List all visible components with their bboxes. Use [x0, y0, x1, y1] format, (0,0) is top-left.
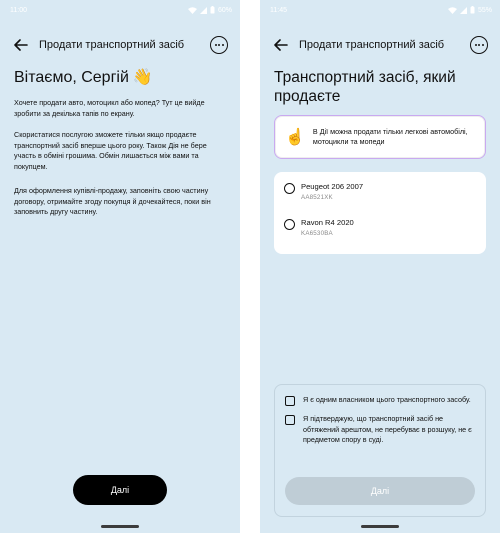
signal-icon — [460, 7, 467, 14]
owner-consent-text: Я є одним власником цього транспортного засобу. — [303, 395, 471, 404]
status-bar — [10, 4, 232, 16]
battery-icon — [470, 6, 475, 14]
home-indicator[interactable] — [101, 525, 139, 528]
back-arrow-icon[interactable] — [12, 36, 30, 54]
welcome-screen — [0, 0, 240, 533]
top-bar — [272, 34, 488, 56]
next-button[interactable]: Далі — [73, 475, 167, 505]
waving-hand-emoji: 👋 — [132, 69, 153, 86]
notice-card — [274, 115, 486, 159]
signal-icon — [200, 7, 207, 14]
no-encumbrance-text: Я підтверджую, що транспортний засіб не обтяжений арештом, не перебуває в розшуку, не є предметом спору в суді. — [303, 414, 472, 444]
radio-button[interactable] — [284, 183, 295, 194]
instructions-paragraph: Для оформлення купівлі-продажу, заповніть свою частину договору, отримайте згоду покупця й дочекайтеся, поки він заповнить другу частину. — [14, 186, 211, 216]
battery-percent: 60% — [217, 6, 232, 14]
vehicle-option[interactable] — [284, 182, 476, 218]
vehicle-option[interactable] — [284, 218, 476, 254]
no-encumbrance-row[interactable] — [285, 414, 475, 446]
status-time: 11:45 — [270, 6, 287, 14]
encumbrance-checkbox[interactable] — [285, 415, 295, 425]
home-indicator[interactable] — [361, 525, 399, 528]
page-title: Продати транспортний засіб — [299, 39, 445, 51]
notice-text: В Дії можна продати тільки легкові автомобілі, мотоцикли та мопеди — [312, 127, 468, 146]
radio-button[interactable] — [284, 219, 295, 230]
vehicle-list — [274, 172, 486, 254]
greeting-heading — [14, 67, 153, 87]
page-title: Продати транспортний засіб — [39, 39, 185, 51]
more-dots-icon[interactable] — [470, 36, 488, 54]
owner-consent-row[interactable] — [285, 395, 475, 406]
pointing-finger-emoji: ☝️ — [285, 129, 305, 146]
screen-heading: Транспортний засіб, який продаєте — [274, 69, 456, 105]
vehicle-plate: KA6530BA — [301, 230, 333, 237]
wifi-icon — [448, 7, 457, 14]
top-bar — [12, 34, 228, 56]
greeting-text: Вітаємо, Сергій — [14, 69, 129, 86]
wifi-icon — [188, 7, 197, 14]
vehicle-name: Peugeot 206 2007 — [301, 182, 364, 191]
owner-checkbox[interactable] — [285, 396, 295, 406]
next-button-disabled[interactable]: Далі — [285, 477, 475, 505]
status-bar — [270, 4, 492, 16]
consent-panel — [274, 384, 486, 517]
more-dots-icon[interactable] — [210, 36, 228, 54]
status-time: 11:00 — [10, 6, 27, 14]
back-arrow-icon[interactable] — [272, 36, 290, 54]
intro-paragraph: Хочете продати авто, мотоцикл або мопед? Тут це вийде зробити за декілька тапів по екрану. — [14, 98, 205, 118]
vehicle-select-screen — [260, 0, 500, 533]
battery-percent: 55% — [477, 6, 492, 14]
conditions-paragraph: Скористатися послугою зможете тільки якщо продаєте транспортний засіб вперше цього року. Також Дія не бере участь в обміні грошима. Обмін лишається між вами та покупцем. — [14, 130, 207, 171]
vehicle-name: Ravon R4 2020 — [301, 218, 354, 227]
vehicle-plate: AA8521XK — [301, 194, 333, 201]
battery-icon — [210, 6, 215, 14]
